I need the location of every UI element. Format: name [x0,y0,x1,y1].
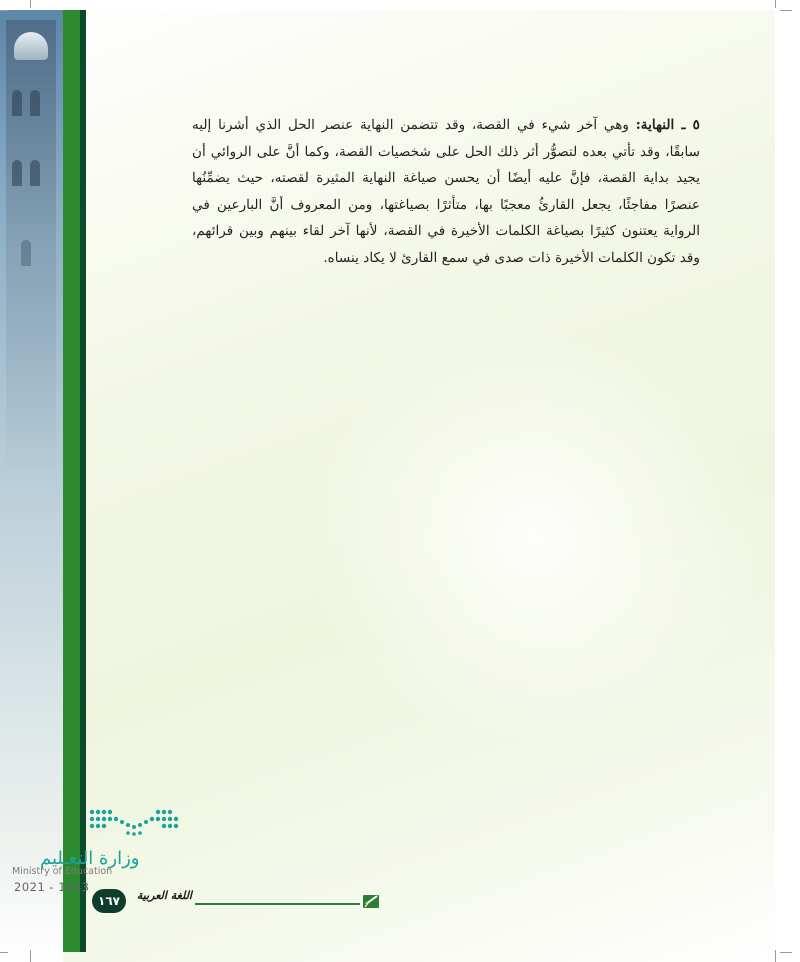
body-paragraph [192,112,700,271]
ministry-logo-dots-icon [88,808,180,838]
subject-title: اللغة العربية [136,889,192,902]
crop-mark [780,952,792,953]
footer-rule [195,903,360,905]
crop-mark [30,0,31,8]
tower-window [30,160,40,186]
tower-image [6,20,56,480]
ministry-name-arabic: وزارة التعـليم [40,848,140,869]
tower-window [30,90,40,116]
page-number-badge: ١٦٧ [92,889,126,913]
ministry-name-english: Ministry of Education [12,866,113,877]
crop-mark [0,10,8,11]
edition-year: 2021 - 1443 [14,880,90,894]
crop-mark [775,950,776,962]
paragraph-heading: ٥ ـ النهاية: [635,117,700,133]
tower-window [12,160,22,186]
tower-window [21,240,31,266]
green-side-bar [63,10,80,952]
crop-mark [780,10,792,11]
background-glow [300,330,770,750]
book-pen-icon [362,892,382,910]
crop-mark [0,952,8,953]
crop-mark [775,0,776,8]
tower-window [12,90,22,116]
tower-dome [14,32,48,60]
paragraph-text: وهي آخر شيء في القصة، وقد تتضمن النهاية عنصر الحل الذي أشرنا إليه سابقًا، وقد تأتي بعده لتصوُّر أثر ذلك الحل على شخصيات القصة، وكما أنَّ على الروائي أن يجيد بداية القصة، فإنَّ عليه أيضًا أن يحسن صياغة النهاية المثيرة لقصته، حيث يضمِّنُها عنصرًا مفاجئًا، يجعل القارئُ معجبًا بها، متأثرًا بصياغتها، ومن المعروف أنَّ البارعين في الرواية يعتنون كثيرًا بصياغة الكلمات الأخيرة في القصة، لأنها آخر لقاء بينهم وبين قرائهم، وقد تكون الكلمات الأخيرة ذات صدى في سمع القارئ لا يكاد ينساه. [192,117,700,266]
crop-mark [30,950,31,962]
building-photo-strip [0,10,63,962]
dark-side-bar [80,10,86,952]
